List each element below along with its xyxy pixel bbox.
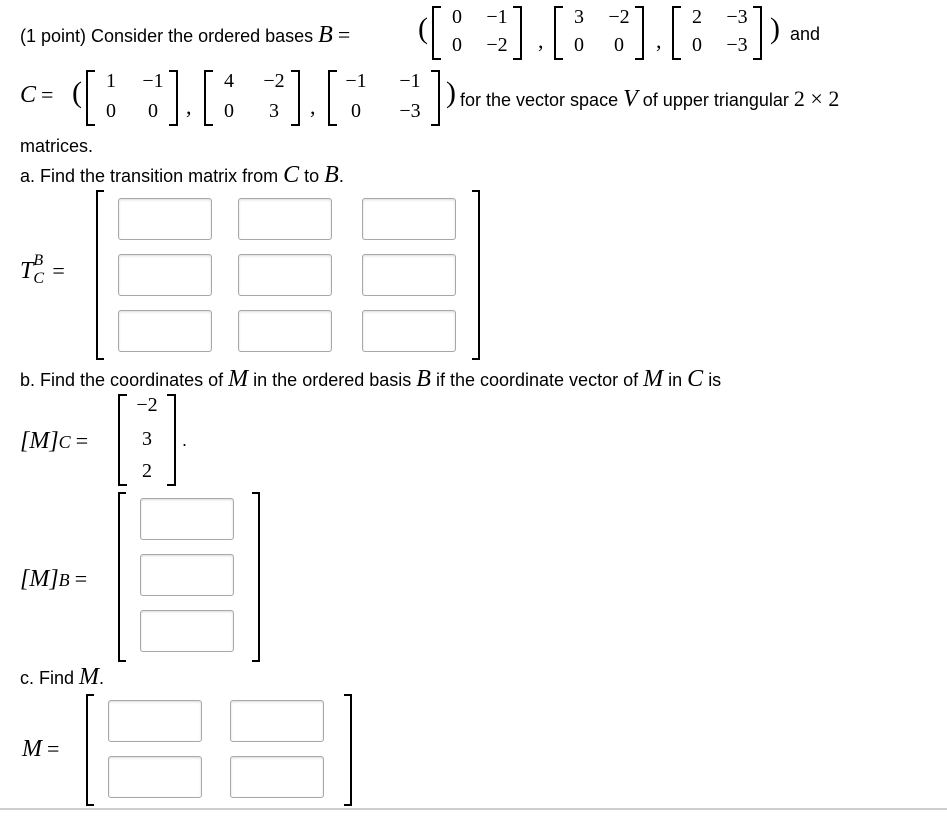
basis-b-symbol: B (318, 22, 333, 48)
matrix-entry: 0 (452, 34, 462, 56)
c-symbol: C (283, 162, 300, 188)
part-c-text (20, 664, 104, 691)
transition-matrix-label (20, 252, 65, 287)
answer-input-mb-2[interactable] (140, 554, 234, 596)
matrix-entry: 0 (452, 6, 462, 28)
answer-input-m-2-2[interactable] (230, 756, 324, 798)
answer-input-m-2-1[interactable] (108, 756, 202, 798)
answer-input-t-1-1[interactable] (118, 198, 212, 240)
part-b-label-4: in (668, 370, 683, 390)
matrix-entry: 0 (614, 34, 624, 56)
m-matrix-left-bracket (86, 694, 94, 806)
matrix-right-bracket (472, 190, 480, 360)
matrix-entry: 0 (106, 100, 116, 122)
b-symbol: B (416, 366, 431, 392)
answer-input-m-1-1[interactable] (108, 700, 202, 742)
upper-triangular-label: of upper triangular (642, 90, 789, 110)
answer-input-m-1-2[interactable] (230, 700, 324, 742)
matrix-entry: 1 (106, 70, 116, 92)
matrix-entry: −3 (726, 6, 748, 28)
matrix-entry: 0 (574, 34, 584, 56)
matrix-entry: −1 (345, 70, 367, 92)
matrix-entry: 2 (692, 6, 702, 28)
mb-symbol: [M] (20, 566, 59, 592)
matrix-entry: 3 (269, 100, 279, 122)
matrix-entry: −1 (399, 70, 421, 92)
answer-input-mb-1[interactable] (140, 498, 234, 540)
m-symbol: M (228, 366, 249, 392)
intro-label: (1 point) Consider the ordered bases (20, 26, 319, 46)
matrix-entry: 4 (224, 70, 234, 92)
equals-sign: = (75, 428, 89, 453)
comma: , (538, 28, 544, 53)
matrix-entry: 0 (148, 100, 158, 122)
page-bottom-border (0, 808, 947, 810)
close-paren: ) (446, 76, 456, 109)
b-symbol: B (324, 162, 339, 188)
part-b-label-5: is (708, 370, 722, 390)
matrix-entry: −3 (399, 100, 421, 122)
mc-symbol: [M] (20, 428, 59, 454)
part-b-label-1: b. Find the coordinates of (20, 370, 224, 390)
basis-c-label (20, 82, 53, 109)
matrix-entry: 0 (351, 100, 361, 122)
answer-input-t-1-3[interactable] (362, 198, 456, 240)
mb-label (20, 566, 87, 593)
mc-label (20, 428, 88, 455)
basis-b-matrix-1 (432, 6, 522, 60)
for-vector-space-label: for the vector space (460, 90, 619, 110)
basis-b-matrix-3 (672, 6, 762, 60)
coordinate-vector-c (118, 394, 176, 486)
matrices-text: matrices. (20, 136, 94, 156)
comma: , (310, 94, 316, 119)
equals-sign: = (337, 22, 351, 47)
basis-c-matrix-1 (86, 70, 178, 126)
t-symbol: T (20, 258, 34, 284)
vector-entry: −2 (136, 394, 158, 416)
close-paren: ) (770, 12, 780, 45)
vector-right-bracket (252, 492, 260, 662)
dimension-label: 2 × 2 (793, 86, 840, 111)
answer-input-t-2-1[interactable] (118, 254, 212, 296)
vector-entry: 2 (142, 460, 152, 482)
open-paren: ( (72, 76, 82, 109)
period: . (338, 166, 344, 186)
equals-sign: = (74, 566, 88, 591)
basis-c-matrix-2 (204, 70, 300, 126)
answer-input-t-2-2[interactable] (238, 254, 332, 296)
period: . (99, 668, 105, 688)
matrix-entry: −2 (486, 34, 508, 56)
vector-space-text (460, 86, 839, 113)
part-a-label: a. Find the transition matrix from (20, 166, 279, 186)
matrix-left-bracket (96, 190, 104, 360)
matrix-entry: −1 (142, 70, 164, 92)
m-matrix-right-bracket (344, 694, 352, 806)
part-b-label-2: in the ordered basis (253, 370, 412, 390)
answer-input-t-1-2[interactable] (238, 198, 332, 240)
matrix-entry: 0 (692, 34, 702, 56)
m-symbol: M (643, 366, 664, 392)
m-symbol: M (79, 664, 100, 690)
answer-input-mb-3[interactable] (140, 610, 234, 652)
basis-c-matrix-3 (328, 70, 440, 126)
basis-b-matrix-2 (554, 6, 644, 60)
matrix-entry: −2 (263, 70, 285, 92)
period: . (182, 430, 188, 450)
equals-sign: = (41, 82, 54, 107)
part-b-label-3: if the coordinate vector of (435, 370, 639, 390)
matrix-entry: −3 (726, 34, 748, 56)
matrix-entry: −1 (486, 6, 508, 28)
c-symbol: C (687, 366, 704, 392)
vector-entry: 3 (142, 428, 152, 450)
and-text: and (790, 24, 821, 44)
equals-sign: = (52, 258, 65, 283)
matrix-entry: −2 (608, 6, 630, 28)
part-a-text (20, 162, 344, 189)
part-c-label: c. Find (20, 668, 75, 688)
mc-subscript: C (58, 432, 71, 452)
equals-sign: = (47, 736, 60, 761)
answer-input-t-3-2[interactable] (238, 310, 332, 352)
to-label: to (304, 166, 320, 186)
t-superscript: B (33, 252, 44, 269)
part-b-text (20, 366, 721, 393)
comma: , (656, 28, 662, 53)
answer-input-t-3-1[interactable] (118, 310, 212, 352)
vector-left-bracket (118, 492, 126, 662)
intro-text (20, 22, 350, 49)
answer-input-t-3-3[interactable] (362, 310, 456, 352)
m-matrix-label (22, 736, 59, 763)
basis-c-symbol: C (20, 82, 37, 108)
open-paren: ( (418, 12, 428, 45)
v-symbol: V (623, 86, 638, 112)
t-subscript: C (33, 270, 45, 287)
matrix-entry: 0 (224, 100, 234, 122)
matrix-entry: 3 (574, 6, 584, 28)
comma: , (186, 94, 192, 119)
mb-subscript: B (58, 570, 70, 590)
m-symbol: M (22, 736, 42, 762)
answer-input-t-2-3[interactable] (362, 254, 456, 296)
